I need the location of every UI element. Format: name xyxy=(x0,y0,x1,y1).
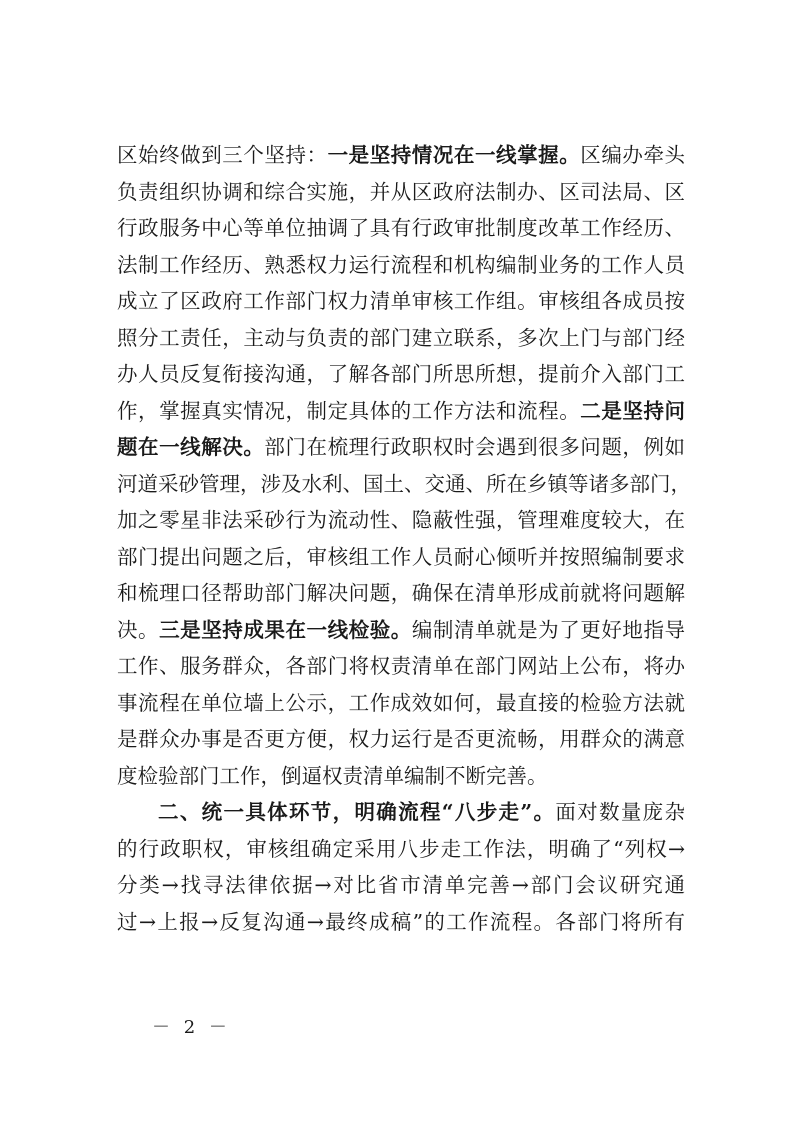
body-text xyxy=(117,137,691,940)
text-run: 办人员反复衔接沟通，了解各部门所思所想，提前介入部门工 xyxy=(117,362,685,386)
text-line xyxy=(117,721,685,758)
text-line xyxy=(117,867,685,904)
text-run: 面对数量庞杂 xyxy=(555,800,685,824)
text-line xyxy=(117,393,685,430)
text-line xyxy=(117,247,685,284)
text-line xyxy=(117,466,691,503)
bold-heading-run: 三是坚持成果在一线检验。 xyxy=(159,617,412,642)
text-run: 河道采砂管理，涉及水利、国土、交通、所在乡镇等诸多部门， xyxy=(117,471,691,496)
text-run: 度检验部门工作，倒逼权责清单编制不断完善。 xyxy=(117,763,548,788)
text-run: 过→上报→反复沟通→最终成稿”的工作流程。各部门将所有 xyxy=(117,909,685,934)
text-run: 部门提出问题之后，审核组工作人员耐心倾听并按照编制要求 xyxy=(117,544,685,569)
text-line xyxy=(117,539,685,576)
section-heading-line xyxy=(117,794,685,831)
bold-heading-run: 题在一线解决。 xyxy=(117,435,265,459)
text-run: 决。 xyxy=(117,617,160,642)
bold-heading-run: 二是坚持问 xyxy=(580,398,686,423)
text-run: 成立了区政府工作部门权力清单审核工作组。审核组各成员按 xyxy=(117,289,685,313)
text-line xyxy=(117,356,685,393)
text-run: 和梳理口径帮助部门解决问题，确保在清单形成前就将问题解 xyxy=(117,581,685,605)
text-run: 作，掌握真实情况，制定具体的工作方法和流程。 xyxy=(117,398,581,423)
text-line xyxy=(117,210,685,247)
text-line xyxy=(117,612,685,649)
text-run: 加之零星非法采砂行为流动性、隐蔽性强，管理难度较大，在 xyxy=(117,508,685,532)
text-line xyxy=(117,137,685,174)
text-run: 编制清单就是为了更好地指导 xyxy=(411,617,686,642)
text-line xyxy=(117,320,685,357)
text-line xyxy=(117,429,685,466)
text-run: 是群众办事是否更方便，权力运行是否更流畅，用群众的满意 xyxy=(117,727,685,751)
text-run: 工作、服务群众，各部门将权责清单在部门网站上公布，将办 xyxy=(117,654,685,678)
text-line xyxy=(117,831,685,868)
section-heading: 二、统一具体环节，明确流程“八步走”。 xyxy=(158,800,556,824)
text-run: 部门在梳理行政职权时会遇到很多问题，例如 xyxy=(264,435,686,459)
text-run: 行政服务中心等单位抽调了具有行政审批制度改革工作经历、 xyxy=(117,216,685,240)
text-line xyxy=(117,685,685,722)
text-line xyxy=(117,575,685,612)
text-line xyxy=(117,174,685,211)
text-run: 分类→找寻法律依据→对比省市清单完善→部门会议研究通 xyxy=(117,873,685,897)
text-line xyxy=(117,758,685,795)
text-run: 事流程在单位墙上公示，工作成效如何，最直接的检验方法就 xyxy=(117,690,685,715)
text-run: 法制工作经历、熟悉权力运行流程和机构编制业务的工作人员 xyxy=(117,252,685,277)
text-line xyxy=(117,283,685,320)
text-line xyxy=(117,502,685,539)
text-run: 区始终做到三个坚持： xyxy=(117,143,328,167)
bold-heading-run: 一是坚持情况在一线掌握。 xyxy=(327,143,581,167)
text-run: 照分工责任，主动与负责的部门建立联系，多次上门与部门经 xyxy=(117,325,685,350)
page-number: － 2 － xyxy=(152,1017,231,1038)
text-line xyxy=(117,648,685,685)
text-run: 区编办牵头 xyxy=(580,143,686,167)
text-run: 的行政职权，审核组确定采用八步走工作法，明确了“列权→ xyxy=(117,836,685,861)
text-run: 负责组织协调和综合实施，并从区政府法制办、区司法局、区 xyxy=(117,179,685,204)
text-line xyxy=(117,904,685,941)
